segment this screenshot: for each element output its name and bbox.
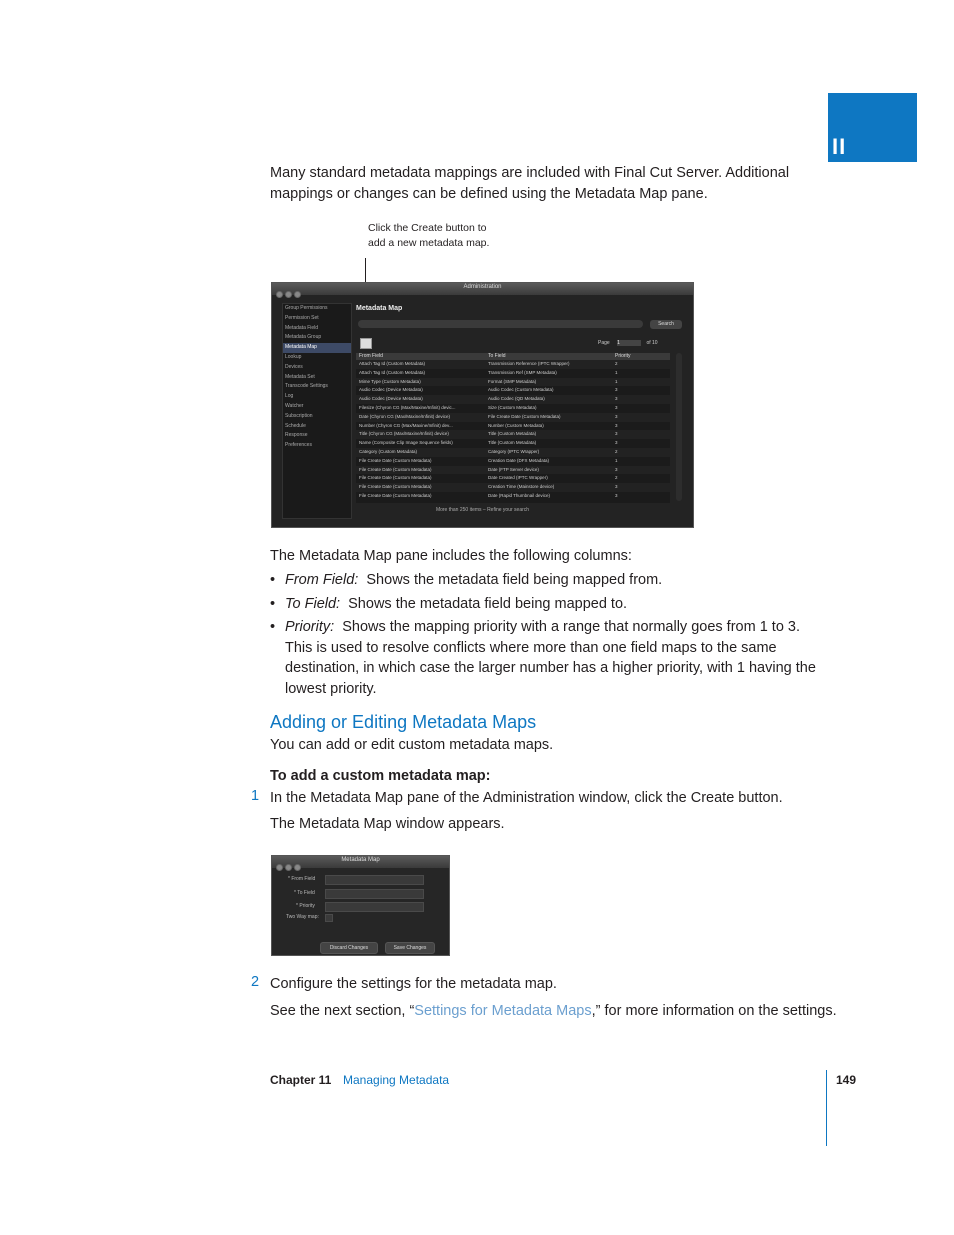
table-row: [356, 474, 670, 483]
footer-chapter-title[interactable]: Managing Metadata: [343, 1073, 450, 1087]
bullet-to-field: [270, 594, 826, 615]
page-of: of 10: [646, 340, 658, 346]
table-row: [356, 404, 670, 413]
sidebar-item: Metadata Group: [285, 334, 322, 341]
step-1-result: The Metadata Map window appears.: [270, 816, 505, 832]
table-cell: Size (Custom Metadata): [488, 404, 537, 410]
table-row: [356, 360, 670, 369]
table-cell: Date (FTP Server device): [488, 466, 539, 472]
priority-input: [325, 902, 424, 912]
sidebar-item: Watcher: [285, 402, 304, 409]
table-cell: Date (Chyron CG (Max/Maxine/Infinit) device): [359, 413, 451, 419]
from-field-select: [325, 875, 424, 885]
footer-rule: [826, 1070, 827, 1146]
table-header: [356, 353, 670, 360]
see-also: [270, 1001, 837, 1022]
part-marker: II: [832, 134, 847, 159]
part-tab: [828, 93, 917, 162]
table-cell: 3: [615, 431, 618, 437]
table-cell: Number (Custom Metadata): [488, 422, 544, 428]
minimize-icon: [285, 291, 292, 298]
administration-window-figure: [271, 282, 694, 528]
bullet-text: Shows the metadata field being mapped to.: [348, 595, 628, 612]
bullet-from-field: [270, 570, 826, 591]
table-cell: Format (SMP Metadata): [488, 378, 537, 384]
table-cell: Date Created (IPTC Wrapper): [488, 475, 548, 481]
close-icon: [276, 291, 283, 298]
table-body: [356, 360, 670, 501]
sidebar-item: Lookup: [285, 353, 302, 360]
sidebar-item: Subscription: [285, 412, 313, 419]
table-row: [356, 448, 670, 457]
table-cell: 2: [615, 448, 618, 454]
table-cell: Filesize (Chyron CG (Max/Maxine/Infinit) devic...: [359, 404, 456, 410]
page-number: 149: [836, 1073, 857, 1087]
column-to-field: To Field: [488, 353, 506, 359]
minimize-icon: [285, 864, 292, 871]
table-cell: File Create Date (Custom Metadata): [359, 457, 432, 463]
status-text: More than 250 items – Refine your search: [435, 507, 530, 513]
section-heading: Adding or Editing Metadata Maps: [270, 712, 537, 732]
table-row: [356, 439, 670, 448]
columns-intro: The Metadata Map pane includes the following columns:: [270, 548, 632, 564]
table-row: [356, 386, 670, 395]
column-bullets: [270, 570, 826, 699]
table-cell: 1: [615, 378, 618, 384]
zoom-icon: [294, 864, 301, 871]
table-row: [356, 378, 670, 387]
to-field-select: [325, 889, 424, 899]
table-cell: File Create Date (Custom Metadata): [488, 413, 561, 419]
table-cell: Date (Rapid Thumbnail device): [488, 492, 550, 498]
window-titlebar: [272, 856, 449, 868]
sidebar-item: Devices: [285, 363, 303, 370]
table-row: [356, 430, 670, 439]
table-cell: 1: [615, 369, 618, 375]
sidebar-item: Metadata Set: [285, 373, 315, 380]
table-cell: 3: [615, 492, 618, 498]
pager: [598, 340, 658, 346]
see-prefix: See the next section, “: [270, 1003, 415, 1019]
intro-paragraph: Many standard metadata mappings are included with Final Cut Server. Additional mappings or changes can be defined using the Metadata Map pane.: [270, 165, 790, 202]
table-cell: 3: [615, 466, 618, 472]
table-cell: Category (IPTC Wrapper): [488, 448, 540, 454]
sidebar-item: Response: [285, 432, 308, 439]
section-intro: You can add or edit custom metadata maps.: [270, 737, 554, 753]
table-cell: 3: [615, 404, 618, 410]
table-cell: 2: [615, 475, 618, 481]
table-row: [356, 369, 670, 378]
table-cell: File Create Date (Custom Metadata): [359, 484, 432, 490]
table-cell: Title (Custom Metadata): [488, 440, 537, 446]
callout-text: Click the Create button to add a new metadata map.: [368, 222, 490, 249]
bullet-text: Shows the mapping priority with a range that normally goes from 1 to 3. This is used to resolve conflicts where more than one field maps to the same destination, in which case the larger number has a higher priority, with 1 having the lowest priority.: [285, 619, 816, 697]
bullet-priority: [270, 617, 826, 699]
table-row: [356, 483, 670, 492]
priority-label: * Priority: [296, 903, 315, 909]
sidebar-item: Metadata Field: [285, 324, 319, 331]
page-value: 1: [617, 340, 641, 346]
table-cell: Creation Date (DFX Metadata): [488, 457, 550, 463]
column-from-field: From Field: [359, 353, 383, 359]
window-title: Administration: [463, 284, 502, 290]
pane-title: Metadata Map: [356, 305, 403, 312]
two-way-label: Two Way map:: [286, 914, 319, 920]
table-cell: 3: [615, 484, 618, 490]
search-button: Search: [650, 320, 682, 329]
sidebar-item: Transcode Settings: [285, 383, 328, 390]
step-number: 2: [251, 974, 260, 990]
from-field-label: * From Field: [288, 876, 316, 882]
table-cell: Number (Chyron CG (Max/Maxine/Infinit) dev...: [359, 422, 453, 428]
sidebar-item: Preferences: [285, 442, 312, 449]
table-row: [356, 422, 670, 431]
window-titlebar: [272, 283, 693, 295]
to-field-label: * To Field: [294, 890, 315, 896]
admin-sidebar: [282, 303, 352, 519]
table-cell: Category (Custom Metadata): [359, 448, 418, 454]
table-cell: Attach Tag Id (Custom Metadata): [359, 369, 425, 375]
table-scrollbar: [676, 353, 682, 501]
bullet-term: To Field:: [285, 595, 341, 612]
bullet-dot: •: [270, 572, 276, 588]
metadata-map-table: [356, 353, 670, 503]
table-row: [356, 413, 670, 422]
sidebar-item: Schedule: [285, 422, 306, 429]
table-cell: File Create Date (Custom Metadata): [359, 492, 432, 498]
table-cell: 3: [615, 413, 618, 419]
table-cell: Attach Tag Id (Custom Metadata): [359, 361, 425, 366]
table-cell: Audio Codec (QD Metadata): [488, 396, 545, 402]
table-cell: Title (Chyron CG (Max/Maxine/Infinit) device): [359, 431, 449, 437]
table-cell: Title (Custom Metadata): [488, 431, 537, 437]
table-cell: Creation Time (Mainstore device): [488, 484, 555, 490]
search-input: [358, 320, 643, 328]
step-number: 1: [251, 788, 260, 804]
table-cell: 3: [615, 396, 618, 402]
table-cell: Mime Type (Custom Metadata): [359, 378, 421, 384]
footer-chapter: Chapter 11: [270, 1073, 332, 1087]
table-cell: 2: [615, 361, 618, 366]
sidebar-item: Group Permissions: [285, 305, 328, 311]
see-suffix: ,” for more information on the settings.: [591, 1003, 837, 1019]
zoom-icon: [294, 291, 301, 298]
table-cell: Audio Codec (Device Metadata): [359, 396, 423, 402]
table-cell: Audio Codec (Device Metadata): [359, 387, 423, 393]
sidebar-item: Log: [285, 393, 294, 400]
table-cell: Audio Codec (Custom Metadata): [488, 387, 554, 393]
create-button: [360, 338, 372, 349]
bullet-term: Priority:: [285, 619, 335, 635]
bullet-dot: •: [270, 619, 276, 635]
page-label: Page: [598, 340, 610, 346]
settings-link[interactable]: Settings for Metadata Maps: [414, 1003, 592, 1019]
table-row: [356, 492, 670, 501]
close-icon: [276, 864, 283, 871]
step-1-text: In the Metadata Map pane of the Administration window, click the Create button.: [270, 790, 783, 806]
table-row: [356, 466, 670, 475]
table-cell: File Create Date (Custom Metadata): [359, 475, 432, 481]
column-priority: Priority: [615, 353, 631, 359]
discard-changes-button: Discard Changes: [320, 942, 378, 954]
sidebar-item: Metadata Map: [283, 343, 351, 353]
task-heading: To add a custom metadata map:: [270, 768, 491, 784]
table-row: [356, 457, 670, 466]
window-title: Metadata Map: [341, 857, 380, 863]
table-cell: 1: [615, 457, 618, 463]
two-way-checkbox: [325, 914, 333, 922]
save-changes-button: Save Changes: [385, 942, 435, 954]
bullet-text: Shows the metadata field being mapped from.: [366, 572, 663, 588]
table-row: [356, 395, 670, 404]
table-cell: 3: [615, 422, 618, 428]
bullet-dot: •: [270, 595, 276, 612]
table-cell: Transmission Ref (SMP Metadata): [488, 369, 557, 375]
table-cell: 3: [615, 440, 618, 446]
bullet-term: From Field:: [285, 572, 359, 588]
step-2-text: Configure the settings for the metadata map.: [270, 976, 557, 992]
table-cell: 3: [615, 387, 618, 393]
table-cell: File Create Date (Custom Metadata): [359, 466, 432, 472]
table-cell: Name (Composite Clip Image Sequence fields): [359, 440, 453, 446]
sidebar-item: Permission Set: [285, 314, 319, 321]
metadata-map-window-figure: [271, 855, 450, 956]
table-cell: Transmission Reference (IPTC Wrapper): [488, 361, 570, 366]
